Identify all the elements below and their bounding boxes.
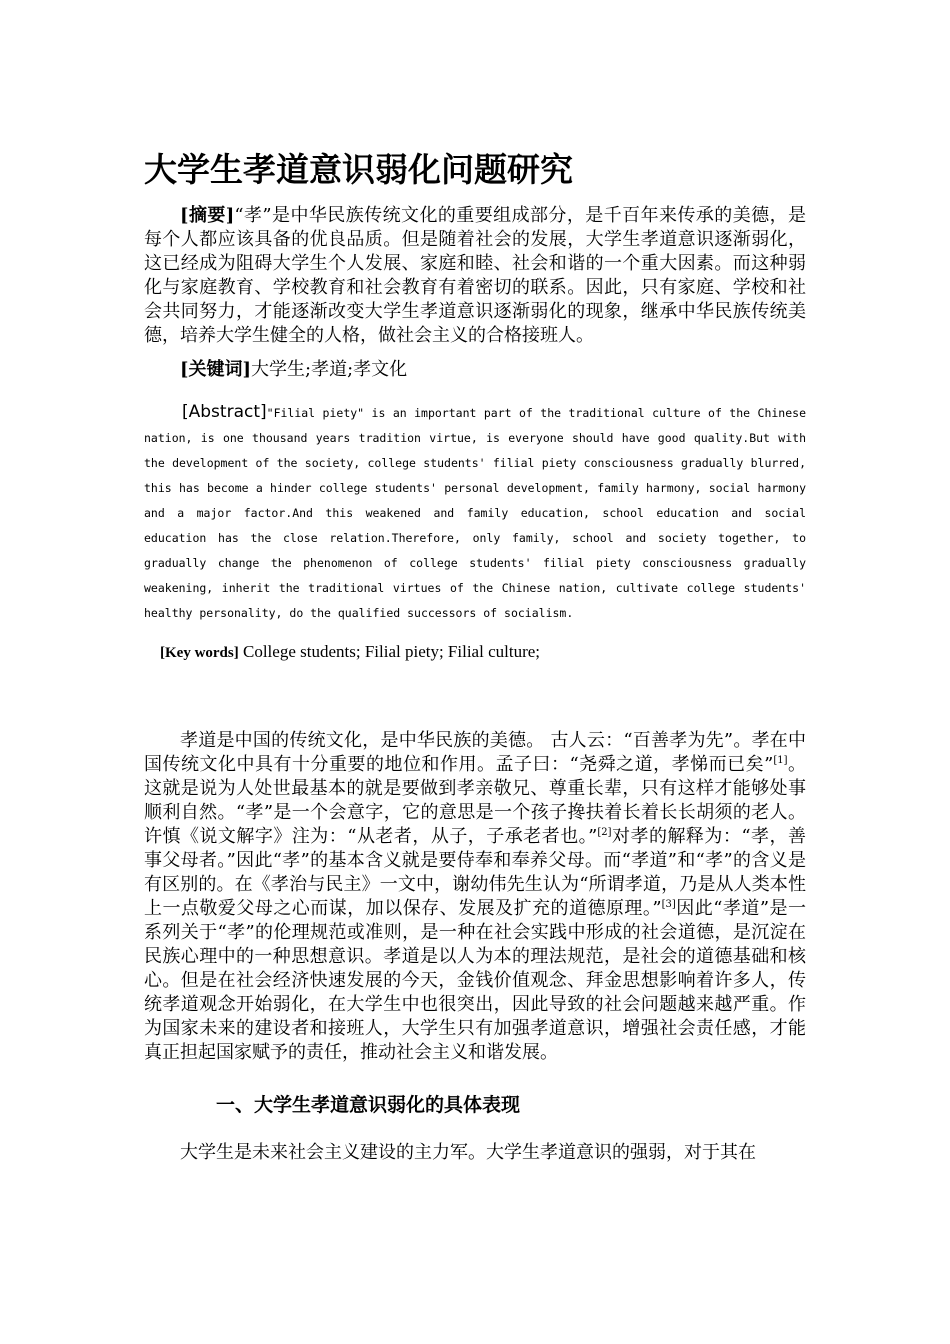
- intro-paragraph: [144, 729, 806, 1065]
- keywords-cn-text: 大学生;孝道;孝文化: [251, 359, 408, 380]
- section-heading-1: 一、大学生孝道意识弱化的具体表现: [216, 1094, 521, 1116]
- document-content: [144, 150, 806, 1165]
- document-title: 大学生孝道意识弱化问题研究: [144, 150, 573, 189]
- abstract-cn-label: [摘要]: [180, 205, 235, 226]
- intro-text-3: 对孝的解释为：“孝，善事父母者。”因此“孝”的基本含义就是要侍奉和奉养父母。而“孝道”和“孝”的含义是有区别的。在《孝治与民主》一文中，谢幼伟先生认为“所谓孝道，乃是从人类本性上一点敬爱父母之心而谋，加以保存、发展及扩充的道德原理。”: [144, 826, 806, 919]
- keywords-en: [160, 640, 806, 665]
- intro-text-1: 孝道是中国的传统文化，是中华民族的美德。 古人云：“百善孝为先”。孝在中国传统文化中具有十分重要的地位和作用。孟子曰：“尧舜之道，孝悌而已矣”: [144, 730, 806, 775]
- keywords-en-label: [Key words]: [160, 645, 239, 661]
- abstract-cn: [144, 204, 806, 348]
- section-1-paragraph: 大学生是未来社会主义建设的主力军。大学生孝道意识的强弱，对于其在: [180, 1142, 756, 1163]
- footnote-ref-2[interactable]: [2]: [597, 827, 612, 838]
- abstract-en: [144, 400, 806, 626]
- abstract-en-label: [Abstract]: [182, 402, 267, 422]
- footnote-ref-1[interactable]: [1]: [773, 755, 788, 766]
- intro-text-4: 因此“孝道”是一系列关于“孝”的伦理规范或准则，是一种在社会实践中形成的社会道德，是沉淀在民族心理中的一种思想意识。孝道是以人为本的理法规范，是社会的道德基础和核心。但是在社会经济快速发展的今天，金钱价值观念、拜金思想影响着许多人，传统孝道观念开始弱化，在大学生中也很突出，因此导致的社会问题越来越严重。作为国家未来的建设者和接班人，大学生只有加强孝道意识，增强社会责任感，才能真正担起国家赋予的责任，推动社会主义和谐发展。: [144, 898, 806, 1063]
- keywords-cn-label: [关键词]: [180, 359, 252, 380]
- abstract-cn-text: “孝”是中华民族传统文化的重要组成部分，是千百年来传承的美德，是每个人都应该具备的优良品质。但是随着社会的发展，大学生孝道意识逐渐弱化，这已经成为阻碍大学生个人发展、家庭和睦、社会和谐的一个重大因素。而这种弱化与家庭教育、学校教育和社会教育有着密切的联系。因此，只有家庭、学校和社会共同努力，才能逐渐改变大学生孝道意识逐渐弱化的现象，继承中华民族传统美德，培养大学生健全的人格，做社会主义的合格接班人。: [144, 205, 806, 346]
- keywords-en-text: College students; Filial piety; Filial culture;: [238, 642, 540, 661]
- footnote-ref-3[interactable]: [3]: [661, 899, 676, 910]
- abstract-en-text: "Filial piety" is an important part of the traditional culture of the Chinese nation, is one thousand years tradition virtue, is everyone should have good quality.But with the development of the society, college students' filial piety consciousness gradually blurred, this has become a hinder college students' personal development, family harmony, social harmony and a major factor.And this weakened and family education, school education and social education has the close relation.Therefore, only family, school and society together, to gradually change the phenomenon of college students' filial piety consciousness gradually weakening, inherit the traditional virtues of the Chinese nation, cultivate college students' healthy personality, do the qualified successors of socialism.: [144, 406, 806, 620]
- intro-text-2: 。这就是说为人处世最基本的就是要做到孝亲敬兄、尊重长辈，只有这样才能够处事顺利自然。“孝”是一个会意字，它的意思是一个孩子搀扶着长着长长胡须的老人。许慎《说文解字》注为：“从老者，从子，子承老者也。”: [144, 754, 806, 847]
- keywords-cn: [144, 358, 806, 382]
